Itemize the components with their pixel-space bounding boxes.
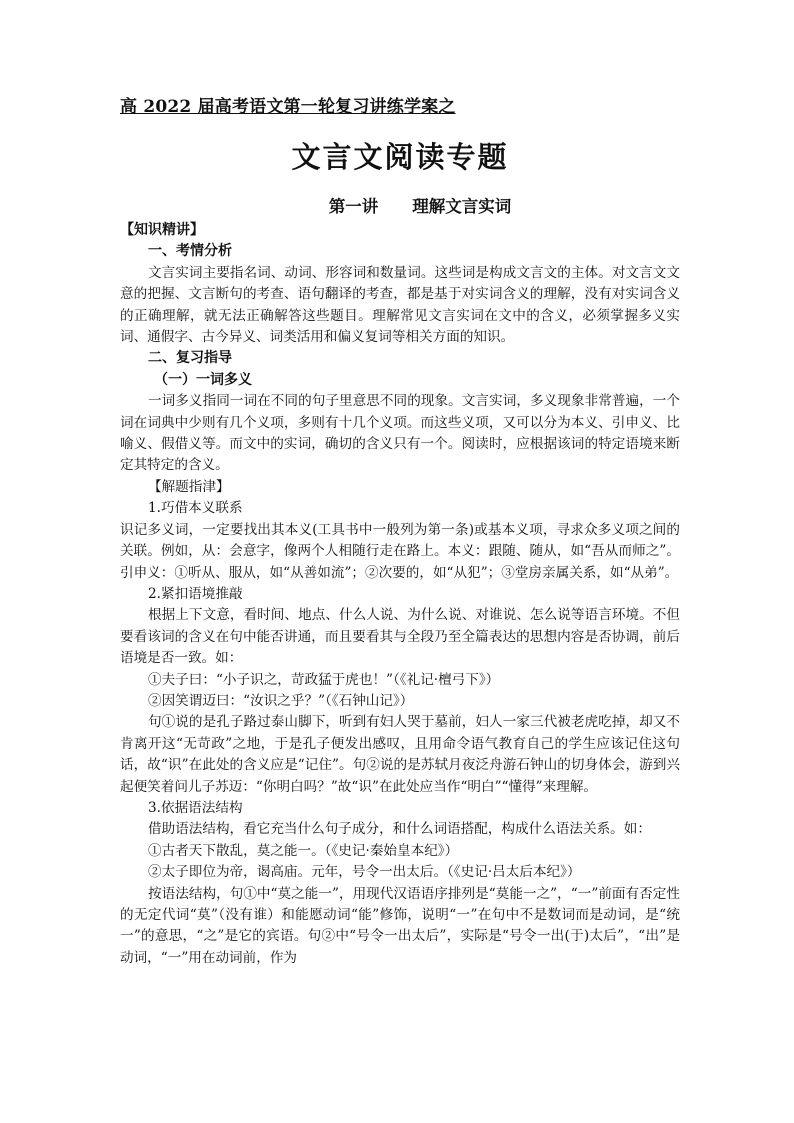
method-2-heading: 2.紧扣语境推敲	[148, 585, 243, 602]
paragraph-explanation-2: 按语法结构，句①中“莫之能一”，用现代汉语语序排列是“莫能一之”，“一”前面有否定性的无定代词“莫”（没有谁）和能愿动词“能”修饰，说明“一”在句中不是数词而是动词，是“统一”的意思，“之”是它的宾语。句②中“号令一出太后”，实际是“号令一出(于)太后”，“出”是动词，“一”用在动词前，作为	[120, 885, 680, 966]
paragraph-polysemy: 一词多义指同一词在不同的句子里意思不同的现象。文言实词，多义现象非常普遍，一个词在词典中少则有几个义项，多则有十几个义项。而这些义项，又可以分为本义、引申义、比喻义、假借义等。而文中的实词，确切的含义只有一个。阅读时，应根据该词的特定语境来断定其特定的含义。	[120, 393, 680, 474]
example-3: ①古者天下散乱，莫之能一。（《史记·秦始皇本纪》）	[148, 842, 459, 859]
document-page	[120, 94, 680, 969]
method-3-heading: 3.依据语法结构	[148, 799, 243, 816]
lecture-title	[120, 194, 680, 220]
paragraph-analysis: 文言实词主要指名词、动词、形容词和数量词。这些词是构成文言文的主体。对文言文文意的把握、文言断句的考查、语句翻译的考查，都是基于对实词含义的理解，没有对实词含义的正确理解，就无法正确解答这些题目。理解常见文言实词在文中的含义，必须掌握多义实词、通假字、古今异义、词类活用和偏义复词等相关方面的知识。	[120, 264, 680, 346]
heading-polysemy: （一）一词多义	[154, 371, 252, 388]
paragraph-method-2: 根据上下文意，看时间、地点、什么人说、为什么说、对谁说、怎么说等语言环境。不但要看该词的含义在句中能否讲通，而且要看其与全段乃至全篇表达的思想内容是否协调，前后语境是否一致。如：	[120, 607, 680, 667]
section-label: 【知识精讲】	[120, 222, 204, 238]
solving-tips-label: 【解题指津】	[148, 478, 230, 495]
example-2: ②因笑谓迈曰：“汝识之乎？”（《石钟山记》）	[148, 692, 414, 709]
main-title: 文言文阅读专题	[291, 140, 509, 174]
paragraph-method-3: 借助语法结构，看它充当什么句子成分，和什么词语搭配，构成什么语法关系。如：	[148, 821, 651, 838]
method-1-heading: 1.巧借本义联系	[148, 500, 243, 517]
heading-analysis: 一、考情分析	[148, 243, 232, 260]
lecture-name: 理解文言实词	[412, 197, 512, 216]
example-4: ②太子即位为帝，谒高庙。元年，号令一出太后。（《史记·吕太后本纪》）	[148, 864, 581, 881]
heading-guide: 二、复习指导	[148, 350, 232, 367]
paragraph-method-1: 识记多义词，一定要找出其本义(工具书中一般列为第一条)或基本义项，寻求众多义项之间的关联。例如，从：会意字，像两个人相随行走在路上。本义：跟随、随从，如“吾从而师之”。引申义：①听从、服从，如“从善如流”；②次要的，如“从犯”；③堂房亲属关系，如“从弟”。	[120, 521, 680, 581]
series-title: 高 2022 届高考语文第一轮复习讲练学案之	[120, 97, 456, 117]
paragraph-explanation-1: 句①说的是孔子路过泰山脚下，听到有妇人哭于墓前，妇人一家三代被老虎吃掉，却又不肯离开这“无苛政”之地，于是孔子便发出感叹，且用命令语气教育自己的学生应该记住这句话，故“识”在此处的含义应是“记住”。句②说的是苏轼月夜泛舟游石钟山的切身体会，游到兴起便笑着问儿子苏迈：“你明白吗？”故“识”在此处应当作“明白”“懂得”来理解。	[120, 714, 680, 795]
example-1: ①夫子曰：“小子识之，苛政猛于虎也！”（《礼记·檀弓下》）	[148, 671, 500, 688]
lecture-number: 第一讲	[328, 197, 379, 216]
